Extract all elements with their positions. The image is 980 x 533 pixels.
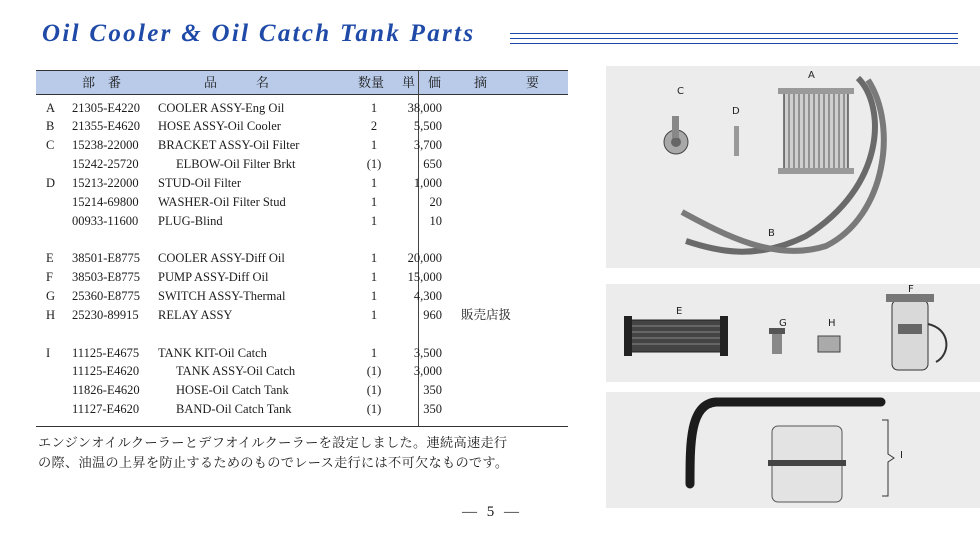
quantity: 1 bbox=[370, 195, 378, 209]
part-name: SWITCH ASSY-Thermal bbox=[158, 289, 286, 303]
table-row bbox=[36, 249, 568, 268]
part-number: 11826-E4620 bbox=[72, 383, 140, 397]
quantity: 1 bbox=[370, 138, 378, 152]
part-name: RELAY ASSY bbox=[158, 308, 233, 322]
table-row bbox=[36, 136, 568, 155]
oil-catch-tank-illustration bbox=[606, 392, 980, 508]
label-e: E bbox=[676, 306, 683, 317]
label-b: B bbox=[768, 228, 775, 239]
table-row bbox=[36, 381, 568, 400]
photo-oil-catch-tank bbox=[606, 392, 980, 508]
unit-price: 3,500 bbox=[413, 346, 442, 360]
part-number: 21355-E4620 bbox=[72, 119, 141, 133]
unit-price: 4,300 bbox=[413, 289, 442, 303]
unit-price: 350 bbox=[423, 402, 442, 416]
note-line-2: の際、油温の上昇を防止するためのものでレース走行には不可欠なものです。 bbox=[38, 456, 509, 471]
table-row bbox=[36, 212, 568, 231]
title-rule bbox=[510, 43, 958, 44]
part-number: 25230-89915 bbox=[72, 308, 139, 322]
quantity: 2 bbox=[370, 119, 378, 133]
row-letter: B bbox=[46, 119, 55, 133]
table-row bbox=[36, 99, 568, 118]
table-header bbox=[36, 71, 568, 95]
part-name: TANK ASSY-Oil Catch bbox=[176, 364, 296, 378]
page-number: — 5 — bbox=[462, 504, 522, 520]
part-number: 21305-E4220 bbox=[72, 101, 141, 115]
part-number: 25360-E8775 bbox=[72, 289, 141, 303]
table-row bbox=[36, 400, 568, 419]
row-letter: G bbox=[46, 289, 56, 303]
part-name: HOSE-Oil Catch Tank bbox=[176, 383, 289, 397]
label-i: I bbox=[900, 450, 903, 461]
quantity: 1 bbox=[370, 214, 378, 228]
quantity: (1) bbox=[366, 383, 382, 397]
row-letter: I bbox=[46, 346, 51, 360]
part-name: WASHER-Oil Filter Stud bbox=[158, 195, 286, 209]
table-bottom-border bbox=[36, 426, 568, 427]
quantity: (1) bbox=[366, 157, 382, 171]
part-number: 11127-E4620 bbox=[72, 402, 140, 416]
table-row bbox=[36, 174, 568, 193]
table-row bbox=[36, 117, 568, 136]
quantity: 1 bbox=[370, 101, 378, 115]
table-row bbox=[36, 344, 568, 363]
table-row bbox=[36, 193, 568, 212]
part-name: BAND-Oil Catch Tank bbox=[176, 402, 292, 416]
engine-oil-cooler-illustration bbox=[606, 66, 980, 268]
part-name: PLUG-Blind bbox=[158, 214, 223, 228]
part-number: 38501-E8775 bbox=[72, 251, 141, 265]
quantity: (1) bbox=[366, 402, 382, 416]
unit-price: 38,000 bbox=[407, 101, 442, 115]
unit-price: 20 bbox=[429, 195, 442, 209]
row-letter: D bbox=[46, 176, 56, 190]
header-part-no: 部 番 bbox=[82, 75, 122, 90]
label-f: F bbox=[908, 284, 914, 295]
remark: 販売店扱 bbox=[461, 308, 512, 322]
part-number: 00933-11600 bbox=[72, 214, 139, 228]
unit-price: 20,000 bbox=[407, 251, 442, 265]
quantity: 1 bbox=[370, 289, 378, 303]
unit-price: 5,500 bbox=[413, 119, 442, 133]
part-number: 38503-E8775 bbox=[72, 270, 141, 284]
part-name: HOSE ASSY-Oil Cooler bbox=[158, 119, 281, 133]
header-name: 品 名 bbox=[204, 75, 270, 90]
quantity: 1 bbox=[370, 346, 378, 360]
table-row bbox=[36, 306, 568, 325]
part-name: COOLER ASSY-Diff Oil bbox=[158, 251, 285, 265]
row-letter: C bbox=[46, 138, 55, 152]
row-letter: A bbox=[46, 101, 56, 115]
row-letter: E bbox=[46, 251, 54, 265]
quantity: 1 bbox=[370, 270, 378, 284]
row-letter: H bbox=[46, 308, 56, 322]
quantity: 1 bbox=[370, 176, 378, 190]
quantity: (1) bbox=[366, 364, 382, 378]
header-qty: 数量 bbox=[358, 75, 385, 90]
title-rule bbox=[510, 33, 958, 34]
part-number: 15238-22000 bbox=[72, 138, 139, 152]
unit-price: 3,000 bbox=[413, 364, 442, 378]
table-row bbox=[36, 362, 568, 381]
quantity: 1 bbox=[370, 308, 378, 322]
label-c: C bbox=[677, 86, 684, 97]
photo-engine-oil-cooler bbox=[606, 66, 980, 268]
part-name: TANK KIT-Oil Catch bbox=[158, 346, 267, 360]
part-number: 15213-22000 bbox=[72, 176, 139, 190]
header-price: 単 価 bbox=[402, 75, 442, 90]
unit-price: 960 bbox=[423, 308, 442, 322]
part-name: COOLER ASSY-Eng Oil bbox=[158, 101, 285, 115]
table-row bbox=[36, 268, 568, 287]
unit-price: 3,700 bbox=[413, 138, 442, 152]
page-title: Oil Cooler & Oil Catch Tank Parts bbox=[42, 20, 476, 47]
unit-price: 1,000 bbox=[413, 176, 442, 190]
quantity: 1 bbox=[370, 251, 378, 265]
title-rule bbox=[510, 38, 958, 39]
note-line-1: エンジンオイルクーラーとデフオイルクーラーを設定しました。連続高速走行 bbox=[38, 436, 508, 451]
label-d: D bbox=[732, 106, 740, 117]
part-name: BRACKET ASSY-Oil Filter bbox=[158, 138, 300, 152]
unit-price: 650 bbox=[423, 157, 442, 171]
part-number: 15214-69800 bbox=[72, 195, 139, 209]
unit-price: 350 bbox=[423, 383, 442, 397]
unit-price: 15,000 bbox=[407, 270, 442, 284]
photo-diff-oil-cooler bbox=[606, 284, 980, 382]
part-number: 11125-E4675 bbox=[72, 346, 140, 360]
header-remarks: 摘 要 bbox=[474, 75, 540, 90]
table-row bbox=[36, 155, 568, 174]
label-h: H bbox=[828, 318, 836, 329]
part-name: ELBOW-Oil Filter Brkt bbox=[176, 157, 296, 171]
label-a: A bbox=[808, 70, 815, 81]
part-number: 15242-25720 bbox=[72, 157, 139, 171]
part-name: PUMP ASSY-Diff Oil bbox=[158, 270, 269, 284]
row-letter: F bbox=[46, 270, 53, 284]
part-number: 11125-E4620 bbox=[72, 364, 140, 378]
unit-price: 10 bbox=[429, 214, 442, 228]
diff-oil-cooler-illustration bbox=[606, 284, 980, 382]
label-g: G bbox=[779, 318, 787, 329]
part-name: STUD-Oil Filter bbox=[158, 176, 241, 190]
table-row bbox=[36, 287, 568, 306]
